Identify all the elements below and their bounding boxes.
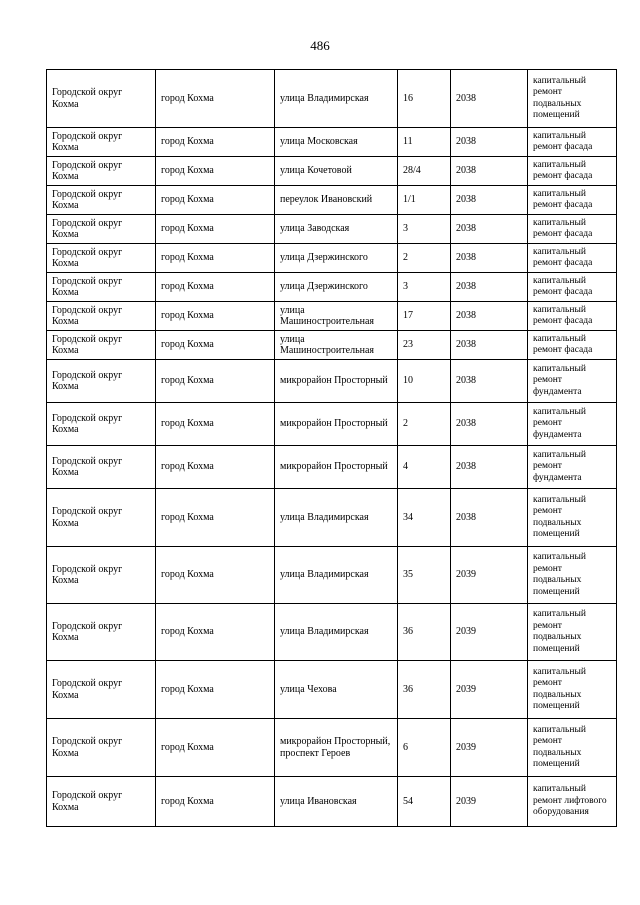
cell-year: 2038 [451, 215, 528, 244]
cell-street: улица Дзержинского [275, 244, 398, 273]
cell-settlement: город Кохма [156, 403, 275, 446]
table-row [47, 244, 617, 273]
cell-work: капитальный ремонт фундамента [528, 446, 617, 489]
cell-municipality: Городской округ Кохма [47, 186, 156, 215]
table-row [47, 719, 617, 777]
cell-work: капитальный ремонт лифтового оборудования [528, 777, 617, 827]
cell-house: 35 [398, 547, 451, 604]
cell-house: 16 [398, 70, 451, 128]
cell-year: 2039 [451, 661, 528, 719]
cell-work: капитальный ремонт фасада [528, 186, 617, 215]
table-row [47, 604, 617, 661]
table-row [47, 489, 617, 547]
cell-house: 3 [398, 273, 451, 302]
cell-settlement: город Кохма [156, 70, 275, 128]
cell-street: улица Машиностроительная [275, 331, 398, 360]
cell-work: капитальный ремонт подвальных помещений [528, 70, 617, 128]
cell-settlement: город Кохма [156, 489, 275, 547]
cell-year: 2038 [451, 244, 528, 273]
cell-street: переулок Ивановский [275, 186, 398, 215]
cell-municipality: Городской округ Кохма [47, 547, 156, 604]
cell-municipality: Городской округ Кохма [47, 157, 156, 186]
table-body [47, 70, 617, 827]
cell-settlement: город Кохма [156, 777, 275, 827]
cell-street: улица Владимирская [275, 489, 398, 547]
cell-settlement: город Кохма [156, 446, 275, 489]
cell-work: капитальный ремонт фасада [528, 273, 617, 302]
cell-work: капитальный ремонт фундамента [528, 360, 617, 403]
cell-street: микрорайон Просторный, проспект Героев [275, 719, 398, 777]
cell-settlement: город Кохма [156, 244, 275, 273]
cell-house: 23 [398, 331, 451, 360]
table-row [47, 128, 617, 157]
cell-street: микрорайон Просторный [275, 446, 398, 489]
cell-municipality: Городской округ Кохма [47, 777, 156, 827]
cell-year: 2038 [451, 403, 528, 446]
cell-year: 2038 [451, 446, 528, 489]
table-row [47, 360, 617, 403]
cell-house: 4 [398, 446, 451, 489]
cell-settlement: город Кохма [156, 331, 275, 360]
table-row [47, 186, 617, 215]
cell-year: 2039 [451, 719, 528, 777]
cell-municipality: Городской округ Кохма [47, 446, 156, 489]
table-row [47, 403, 617, 446]
cell-municipality: Городской округ Кохма [47, 604, 156, 661]
cell-municipality: Городской округ Кохма [47, 489, 156, 547]
cell-work: капитальный ремонт фасада [528, 157, 617, 186]
cell-house: 6 [398, 719, 451, 777]
cell-municipality: Городской округ Кохма [47, 661, 156, 719]
cell-municipality: Городской округ Кохма [47, 273, 156, 302]
cell-year: 2038 [451, 489, 528, 547]
table-row [47, 302, 617, 331]
cell-work: капитальный ремонт фасада [528, 331, 617, 360]
cell-settlement: город Кохма [156, 215, 275, 244]
cell-street: улица Кочетовой [275, 157, 398, 186]
cell-municipality: Городской округ Кохма [47, 719, 156, 777]
cell-settlement: город Кохма [156, 157, 275, 186]
cell-street: улица Владимирская [275, 547, 398, 604]
cell-street: улица Чехова [275, 661, 398, 719]
table-row [47, 273, 617, 302]
cell-year: 2038 [451, 186, 528, 215]
cell-settlement: город Кохма [156, 128, 275, 157]
cell-work: капитальный ремонт подвальных помещений [528, 661, 617, 719]
table-row [47, 446, 617, 489]
cell-year: 2039 [451, 777, 528, 827]
cell-street: улица Владимирская [275, 70, 398, 128]
cell-municipality: Городской округ Кохма [47, 302, 156, 331]
table-row [47, 215, 617, 244]
cell-municipality: Городской округ Кохма [47, 403, 156, 446]
table-row [47, 70, 617, 128]
cell-street: улица Дзержинского [275, 273, 398, 302]
cell-settlement: город Кохма [156, 661, 275, 719]
cell-settlement: город Кохма [156, 360, 275, 403]
cell-year: 2039 [451, 604, 528, 661]
cell-municipality: Городской округ Кохма [47, 360, 156, 403]
cell-street: улица Машиностроительная [275, 302, 398, 331]
cell-house: 2 [398, 403, 451, 446]
cell-year: 2038 [451, 157, 528, 186]
cell-work: капитальный ремонт фасада [528, 244, 617, 273]
cell-house: 36 [398, 604, 451, 661]
cell-work: капитальный ремонт подвальных помещений [528, 489, 617, 547]
cell-municipality: Городской округ Кохма [47, 215, 156, 244]
table-row [47, 777, 617, 827]
cell-municipality: Городской округ Кохма [47, 128, 156, 157]
cell-house: 1/1 [398, 186, 451, 215]
cell-work: капитальный ремонт подвальных помещений [528, 604, 617, 661]
cell-settlement: город Кохма [156, 719, 275, 777]
cell-municipality: Городской округ Кохма [47, 244, 156, 273]
cell-street: улица Ивановская [275, 777, 398, 827]
cell-municipality: Городской округ Кохма [47, 331, 156, 360]
cell-year: 2038 [451, 360, 528, 403]
cell-settlement: город Кохма [156, 604, 275, 661]
cell-house: 54 [398, 777, 451, 827]
cell-house: 2 [398, 244, 451, 273]
cell-work: капитальный ремонт фасада [528, 302, 617, 331]
cell-year: 2038 [451, 128, 528, 157]
page-number: 486 [310, 38, 330, 53]
cell-house: 17 [398, 302, 451, 331]
cell-work: капитальный ремонт подвальных помещений [528, 719, 617, 777]
cell-house: 28/4 [398, 157, 451, 186]
cell-municipality: Городской округ Кохма [47, 70, 156, 128]
cell-street: улица Владимирская [275, 604, 398, 661]
cell-year: 2038 [451, 302, 528, 331]
repair-schedule-table [46, 69, 617, 827]
table-row [47, 661, 617, 719]
cell-house: 10 [398, 360, 451, 403]
table-row [47, 157, 617, 186]
cell-house: 34 [398, 489, 451, 547]
cell-street: микрорайон Просторный [275, 360, 398, 403]
cell-house: 36 [398, 661, 451, 719]
table-row [47, 331, 617, 360]
cell-work: капитальный ремонт подвальных помещений [528, 547, 617, 604]
cell-year: 2039 [451, 547, 528, 604]
cell-house: 3 [398, 215, 451, 244]
cell-street: микрорайон Просторный [275, 403, 398, 446]
cell-street: улица Московская [275, 128, 398, 157]
cell-house: 11 [398, 128, 451, 157]
cell-work: капитальный ремонт фасада [528, 128, 617, 157]
cell-work: капитальный ремонт фундамента [528, 403, 617, 446]
cell-street: улица Заводская [275, 215, 398, 244]
cell-year: 2038 [451, 273, 528, 302]
cell-work: капитальный ремонт фасада [528, 215, 617, 244]
cell-settlement: город Кохма [156, 186, 275, 215]
cell-year: 2038 [451, 331, 528, 360]
cell-settlement: город Кохма [156, 302, 275, 331]
cell-settlement: город Кохма [156, 547, 275, 604]
cell-year: 2038 [451, 70, 528, 128]
table-row [47, 547, 617, 604]
cell-settlement: город Кохма [156, 273, 275, 302]
